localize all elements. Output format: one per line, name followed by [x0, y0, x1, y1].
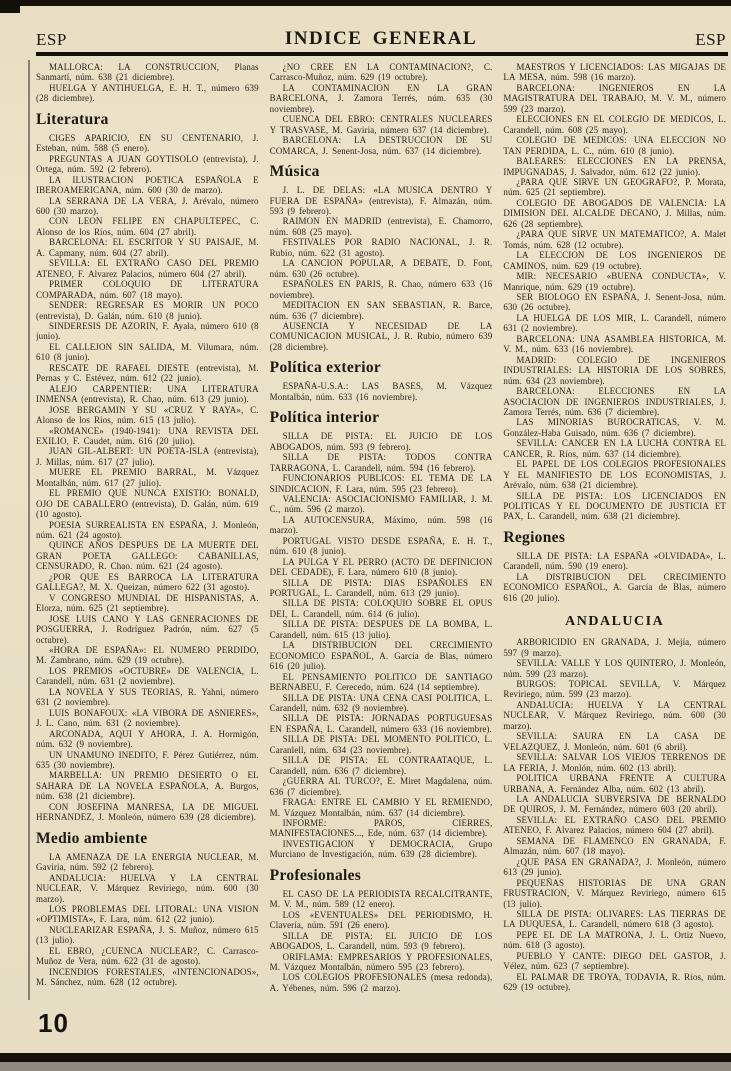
header-right-tag: ESP	[695, 30, 726, 49]
index-entry: CUENCA DEL EBRO: CENTRALES NUCLEARES Y TRASVASE, M. Gaviria, número 637 (14 diciembre).	[269, 114, 493, 135]
index-entry: POESIA SURREALISTA EN ESPAÑA, J. Monleón, núm. 621 (24 agosto).	[36, 519, 259, 541]
index-entry: EL PREMIO QUE NUNCA EXISTIO: BONALD, OJO DE CABALLERO (entrevista), D. Galán, núm. 619 (10 agosto).	[36, 488, 259, 520]
index-entry: ANDALUCIA: HUELVA Y LA CENTRAL NUCLEAR, V. Márquez Reviriego, núm. 600 (30 marzo).	[503, 699, 726, 731]
section-heading: Política exterior	[269, 359, 382, 377]
index-entry: LA PULGA Y EL PERRO (ACTO DE DEFINICION DEL CEDADE), F. Lara, número 610 (8 junio).	[269, 556, 493, 578]
index-entry: MUERE EL PREMIO BARRAL, M. Vázquez Montalbán, núm. 617 (27 julio).	[36, 467, 259, 488]
index-entry: BARCELONA: ELECCIONES EN LA ASOCIACION DE INGENIEROS INDUSTRIALES, J. Zamora Terrés, núm. 636 (7 diciembre).	[503, 386, 726, 417]
index-entry: EL PENSAMIENTO POLITICO DE SANTIAGO BERNABEU, F. Cerecedo, núm. 624 (14 septiembre).	[269, 671, 493, 693]
index-entry: EL PALMAR DE TROYA, TODAVIA, R. Ríos, núm. 629 (19 octubre).	[503, 971, 726, 993]
index-entry: JOSE LUIS CANO Y LAS GENERACIONES DE POSGUERRA, J. Rodríguez Padrón, núm. 627 (5 octubre).	[36, 613, 259, 645]
index-entry: HUELGA Y ANTIHUELGA, E. H. T., número 639 (28 diciembre).	[36, 82, 259, 104]
index-columns	[36, 62, 726, 1054]
index-entry: ¿NO CREE EN LA CONTAMINACION?, C. Carrasco-Muñoz, núm. 629 (19 octubre).	[269, 62, 493, 83]
index-entry: PREGUNTAS A JUAN GOYTISOLO (entrevista), J. Ortega, núm. 592 (2 febrero).	[36, 153, 259, 175]
index-entry: SINDERESIS DE AZORIN, F. Ayala, número 610 (8 junio).	[36, 320, 259, 342]
index-entry: BARCELONA: INGENIEROS EN LA MAGISTRATURA DEL TRABAJO, M. V. M., número 599 (23 marzo).	[503, 82, 726, 114]
index-entry: LA CANCION POPULAR, A DEBATE, D. Font, núm. 630 (26 octubre).	[269, 258, 493, 279]
index-entry: LAS MINORIAS BUROCRATICAS, V. M. González-Haba Guisado, núm. 636 (7 diciembre).	[503, 417, 726, 438]
header-left-tag: ESP	[36, 30, 67, 49]
section-heading: Medio ambiente	[36, 829, 148, 847]
index-entry: LOS PREMIOS «OCTUBRE» DE VALENCIA, L. Carandell, núm. 631 (2 noviembre).	[36, 665, 259, 687]
page-header	[36, 24, 726, 50]
index-entry: PEQUEÑAS HISTORIAS DE UNA GRAN FRUSTRACION, V. Márquez Reviriego, número 615 (13 julio).	[503, 877, 726, 909]
index-entry: SILLA DE PISTA: DESPUES DE LA BOMBA, L. Carandell, núm. 615 (13 julio).	[269, 619, 493, 640]
section-heading: Música	[269, 163, 320, 181]
index-entry: MALLORCA: LA CONSTRUCCION, Planas Sanmartí, núm. 638 (21 diciembre).	[36, 62, 259, 83]
index-entry: ESPAÑOLES EN PARIS, R. Chao, número 633 (16 noviembre).	[269, 279, 493, 300]
index-entry: EL CALLEJON SIN SALIDA, M. Vilumara, núm. 610 (8 junio).	[36, 341, 259, 363]
index-entry: SILLA DE PISTA: DEL MOMENTO POLITICO, L. Caranlell, núm. 634 (23 noviembre).	[269, 734, 493, 755]
index-entry: SILLA DE PISTA: LOS LICENCIADOS EN POLITICAS Y EL DOCUMENTO DE JUSTICIA ET PAX, L. Carandell, núm. 638 (21 diciembre).	[503, 490, 726, 522]
index-entry: ¿QUE PASA EN GRANADA?, J. Monleón, número 613 (29 junio).	[503, 856, 726, 878]
index-entry: «HORA DE ESPAÑA»: EL NUMERO PERDIDO, M. Zambrano, núm. 629 (19 octubre).	[36, 645, 259, 666]
index-entry: SEMANA DE FLAMENCO EN GRANADA, F. Almazán, núm. 607 (18 mayo).	[503, 835, 726, 857]
index-entry: RAIMON EN MADRID (entrevista), E. Chamorro, núm. 608 (25 mayo).	[269, 216, 493, 237]
index-entry: SEVILLA: EL EXTRAÑO CASO DEL PREMIO ATENEO, F. Alvarez Palacios, número 604 (27 abril).	[36, 258, 259, 279]
index-entry: MEDITACION EN SAN SEBASTIAN, R. Barce, núm. 636 (7 diciembre).	[269, 300, 493, 321]
index-entry: PORTUGAL VISTO DESDE ESPAÑA, E. H. T., núm. 610 (8 junio).	[269, 535, 493, 557]
index-entry: BURGOS: TOPICAL SEVILLA, V. Márquez Reviriego, núm. 599 (23 marzo).	[503, 679, 726, 700]
scan-edge-bottom	[0, 1053, 731, 1062]
index-entry: ARBORICIDIO EN GRANADA, J. Mejía, número 597 (9 marzo).	[503, 637, 726, 658]
index-entry: SILLA DE PISTA: DIAS ESPAÑOLES EN PORTUGAL, L. Carandell, núm. 613 (29 junio).	[269, 577, 493, 599]
index-entry: BARCELONA: UNA ASAMBLEA HISTORICA, M. V. M., núm. 633 (16 noviembre).	[503, 333, 726, 355]
index-entry: MADRID: COLEGIO DE INGENIEROS INDUSTRIALES: LA HISTORIA DE LOS SOBRES, núm. 634 (23 noviembre).	[503, 354, 726, 386]
scan-edge-corner	[0, 0, 20, 13]
index-entry: SER BIOLOGO EN ESPAÑA, J. Senent-Josa, núm. 630 (26 octubre).	[503, 291, 726, 313]
index-entry: JUAN GIL-ALBERT: UN POETA-ISLA (entrevista), J. Millas, núm. 617 (27 julio).	[36, 446, 259, 467]
index-entry: INCENDIOS FORESTALES, «INTENCIONADOS», M. Sánchez, núm. 628 (12 octubre).	[36, 966, 259, 988]
index-entry: ¿GUERRA AL TURCO?, E. Miret Magdalena, núm. 636 (7 diciembre).	[269, 776, 493, 797]
index-entry: ELECCIONES EN EL COLEGIO DE MEDICOS, L. Carandell, núm. 608 (25 mayo).	[503, 114, 726, 135]
index-entry: CIGES APARICIO, EN SU CENTENARIO, J. Esteban, núm. 588 (5 enero).	[36, 132, 259, 154]
index-entry: «ROMANCE» (1940-1941): UNA REVISTA DEL EXILIO, F. Caudet, núm. 616 (20 julio).	[36, 425, 259, 446]
index-entry: LA DISTRIBUCION DEL CRECIMIENTO ECONOMICO ESPAÑOL, A. García de Blas, número 616 (20 julio).	[269, 640, 493, 672]
index-entry: SILLA DE PISTA: LA ESPAÑA «OLVIDADA», L. Carandell, núm. 590 (19 enero).	[503, 550, 726, 572]
index-entry: LA CONTAMINACION EN LA GRAN BARCELONA, J. Zamora Terrés, núm. 635 (30 noviembre).	[269, 82, 493, 114]
index-entry: INFORME: PAROS, CIERRES, MANIFESTACIONES..., Ede, núm. 637 (14 diciembre).	[269, 818, 493, 839]
page-title: INDICE GENERAL	[284, 28, 478, 49]
index-entry: SEVILLA: SALVAR LOS VIEJOS TERRENOS DE LA FERIA, J. Monlón, núm. 602 (13 abril).	[503, 752, 726, 773]
index-entry: FRAGA: ENTRE EL CAMBIO Y EL REMIENDO, M. Vázquez Montalbán, núm. 637 (14 diciembre).	[269, 797, 493, 818]
index-entry: LUIS BONAFOUX: «LA VIBORA DE ASNIERES», J. L. Cano, núm. 631 (2 noviembre).	[36, 707, 259, 729]
index-entry: NUCLEARIZAR ESPAÑA, J. S. Muñoz, número 615 (13 julio).	[36, 924, 259, 946]
index-entry: LA AMENAZA DE LA ENERGIA NUCLEAR, M. Gaviria, núm. 592 (2 febrero).	[36, 851, 259, 873]
index-entry: LA DISTRIBUCION DEL CRECIMIENTO ECONOMICO ESPAÑOL, A. García de Blas, número 616 (20 julio).	[503, 571, 726, 603]
index-entry: MIR: NECESARIO «BUENA CONDUCTA», V. Manrique, núm. 629 (19 octubre).	[503, 271, 726, 292]
index-entry: LA SERRANA DE LA VERA, J. Arévalo, número 600 (30 marzo).	[36, 195, 259, 216]
index-entry: SENDER: REGRESAR ES MORIR UN POCO (entrevista), D. Galán, núm. 610 (8 junio).	[36, 300, 259, 321]
index-entry: SILLA DE PISTA: TODOS CONTRA TARRAGONA, L. Carandell, núm. 594 (16 febrero).	[269, 452, 493, 473]
scan-edge-top	[0, 0, 731, 6]
index-entry: ANDALUCIA: HUELVA Y LA CENTRAL NUCLEAR, V. Márquez Reviriego, núm. 600 (30 marzo).	[36, 872, 259, 904]
header-rule	[36, 52, 728, 56]
section-heading: ANDALUCIA	[565, 614, 665, 630]
index-entry: SILLA DE PISTA: JORNADAS PORTUGUESAS EN ESPAÑA, L. Carandell, número 633 (16 noviembre).	[269, 713, 493, 734]
section-heading: Profesionales	[269, 866, 362, 884]
section-heading: Literatura	[36, 110, 109, 128]
index-entry: EL PAPEL DE LOS COLEGIOS PROFESIONALES Y EL MANIFIESTO DE LOS ECONOMISTAS, J. Arévalo, núm. 638 (21 diciembre).	[503, 459, 726, 491]
index-entry: JOSE BERGAMIN Y SU «CRUZ Y RAYA», C. Alonso de los Ríos, núm. 615 (13 julio).	[36, 404, 259, 426]
index-entry: LOS PROBLEMAS DEL LITORAL: UNA VISION «OPTIMISTA», F. Lara, núm. 612 (22 junio).	[36, 903, 259, 925]
index-entry: SEVILLA: CANCER EN LA LUCHA CONTRA EL CANCER, R. Ríos, núm. 637 (14 diciembre).	[503, 438, 726, 459]
index-entry: LOS «EVENTUALES» DEL PERIODISMO, H. Clavería, núm. 591 (26 enero).	[269, 909, 493, 931]
index-entry: BARCELONA: LA DESTRUCCION DE SU COMARCA, J. Senent-Josa, núm. 637 (14 diciembre).	[269, 135, 493, 156]
index-entry: BARCELONA: EL ESCRITOR Y SU PAISAJE, M. A. Capmany, núm. 604 (27 abril).	[36, 237, 259, 258]
index-entry: RESCATE DE RAFAEL DIESTE (entrevista), M. Pernas y C. Estévez, núm. 612 (22 junio).	[36, 362, 259, 384]
index-entry: POLITICA URBANA FRENTE A CULTURA URBANA, A. Fernández Alba, núm. 602 (13 abril).	[503, 773, 726, 794]
index-entry: MAESTROS Y LICENCIADOS: LAS MIGAJAS DE LA MESA, núm. 598 (16 marzo).	[503, 62, 726, 83]
index-entry: LA HUELGA DE LOS MIR, L. Carandell, número 631 (2 noviembre).	[503, 312, 726, 334]
index-entry: SILLA DE PISTA: EL CONTRAATAQUE, L. Carandell, núm. 636 (7 diciembre).	[269, 755, 493, 776]
column-3	[503, 62, 726, 1054]
index-entry: SILLA DE PISTA: COLOQUIO SOBRE EL OPUS DEI, L. Carandell, núm. 614 (6 julio).	[269, 598, 493, 619]
index-entry: PRIMER COLOQUIO DE LITERATURA COMPARADA, núm. 607 (18 mayo).	[36, 279, 259, 300]
index-entry: LA ELECCION DE LOS INGENIEROS DE CAMINOS, núm. 629 (19 octubre).	[503, 250, 726, 271]
index-entry: SEVILLA: SAURA EN LA CASA DE VELAZQUEZ, J. Monleón, núm. 601 (6 abril).	[503, 731, 726, 752]
index-entry: LOS COLEGIOS PROFESIONALES (mesa redonda), A. Yébenes, núm. 596 (2 marzo).	[269, 972, 493, 993]
index-entry: AUSENCIA Y NECESIDAD DE LA COMUNICACION MUSICAL, J. R. Rubio, número 639 (28 diciembre).	[269, 320, 493, 352]
index-entry: SEVILLA: VALLE Y LOS QUINTERO, J. Monleón, núm. 599 (23 marzo).	[503, 658, 726, 679]
index-entry: ARCONADA, AQUI Y AHORA, J. A. Hormigón, núm. 632 (9 noviembre).	[36, 728, 259, 750]
section-heading: Política interior	[269, 409, 380, 427]
index-entry: ESPAÑA-U.S.A.: LAS BASES, M. Vázquez Montalbán, núm. 633 (16 noviembre).	[269, 381, 493, 402]
index-entry: MARBELLA: UN PREMIO DESIERTO O EL SAHARA DE LA NOVELA ESPAÑOLA, A. Burgos, núm. 638 (21 diciembre).	[36, 770, 259, 802]
index-entry: BALEARES: ELECCIONES EN LA PRENSA, IMPUGNADAS, J. Salvador, núm. 612 (22 junio).	[503, 156, 726, 177]
index-entry: SILLA DE PISTA: OLIVARES: LAS TIERRAS DE LA DUQUESA, L. Carandell, número 618 (3 agosto).	[503, 908, 726, 930]
index-entry: V CONGRESO MUNDIAL DE HISPANISTAS, A. Elorza, núm. 625 (21 septiembre).	[36, 592, 259, 614]
index-entry: SILLA DE PISTA: EL JUICIO DE LOS ABOGADOS, núm. 593 (9 febrero).	[269, 431, 493, 452]
index-entry: SEVILLA: EL EXTRAÑO CASO DEL PREMIO ATENEO, F. Alvarez Palacios, número 604 (27 abril).	[503, 814, 726, 836]
index-entry: ORIFLAMA: EMPRESARIOS Y PROFESIONALES, M. Vázquez Montalbán, número 595 (23 febrero).	[269, 951, 493, 972]
index-entry: LA ILUSTRACION POETICA ESPAÑOLA E IBEROAMERICANA, núm. 600 (30 de marzo).	[36, 174, 259, 196]
index-entry: COLEGIO DE ABOGADOS DE VALENCIA: LA DIMISION DEL ALCALDE DECANO, J. Millas, núm. 626 (28 septiembre).	[503, 197, 726, 229]
index-entry: ALEJO CARPENTIER: UNA LITERATURA INMENSA (entrevista), R. Chao, núm. 613 (29 junio).	[36, 383, 259, 405]
index-entry: FUNCIONARIOS PUBLICOS: EL TEMA DE LA SINDICACION, F. Lara, núm. 595 (23 febrero).	[269, 473, 493, 494]
index-entry: J. L. DE DELAS: «LA MUSICA DENTRO Y FUERA DE ESPAÑA» (entrevista), F. Almazán, núm. 593 (9 febrero).	[269, 185, 493, 216]
index-entry: QUINCE AÑOS DESPUES DE LA MUERTE DEL GRAN POETA GALLEGO: CABANILLAS, CENSURADO, R. Chao. núm. 621 (24 agosto).	[36, 540, 259, 572]
index-entry: PUEBLO Y CANTE: DIEGO DEL GASTOR, J. Vélez, núm. 623 (7 septiembre).	[503, 950, 726, 972]
section-heading: Regiones	[503, 528, 566, 546]
column-1	[36, 62, 259, 1054]
index-entry: SILLA DE PISTA: UNA CENA CASI POLITICA, L. Carandell, núm. 632 (9 noviembre).	[269, 692, 493, 714]
scan-fold-line	[28, 60, 30, 1000]
index-entry: UN UNAMUNO INEDITO, F. Pérez Gutiérrez, núm. 635 (30 noviembre).	[36, 749, 259, 770]
index-entry: VALENCIA: ASOCIACIONISMO FAMILIAR, J. M. C., núm. 596 (2 marzo).	[269, 493, 493, 515]
page-number: 10	[38, 1008, 69, 1038]
index-entry: EL EBRO, ¿CUENCA NUCLEAR?, C. Carrasco-Muñoz de Vera, núm. 622 (31 de agosto).	[36, 945, 259, 967]
index-entry: FESTIVALES POR RADIO NACIONAL, J. R. Rubio, núm. 622 (31 agosto).	[269, 237, 493, 258]
index-entry: CON LEON FELIPE EN CHAPULTEPEC, C. Alonso de los Ríos, núm. 604 (27 abril).	[36, 216, 259, 237]
index-entry: ¿PARA QUE SIRVE UN MATEMATICO?, A. Malet Tomás, núm. 628 (12 octubre).	[503, 229, 726, 250]
index-entry: LA AUTOCENSURA, Máximo, núm. 598 (16 marzo).	[269, 514, 493, 536]
index-entry: PEPE EL DE LA MATRONA, J. L. Ortiz Nuevo, núm. 618 (3 agosto).	[503, 929, 726, 951]
index-entry: LA NOVELA Y SUS TEORIAS, R. Yahni, número 631 (2 noviembre).	[36, 686, 259, 708]
index-entry: ¿POR QUE ES BARROCA LA LITERATURA GALLEGA?, M. X. Queizan, número 622 (31 agosto).	[36, 571, 259, 593]
index-entry: SILLA DE PISTA: EL JUICIO DE LOS ABOGADOS, L. Carandell, núm. 593 (9 febrero).	[269, 930, 493, 952]
index-entry: INVESTIGACION Y DEMOCRACIA, Grupo Murciano de Investigación, núm. 639 (28 diciembre).	[269, 838, 493, 860]
scan-edge-bottom-gray	[0, 1062, 731, 1071]
index-entry: CON JOSEFINA MANRESA, LA DE MIGUEL HERNANDEZ, J. Monleón, número 639 (28 diciembre).	[36, 801, 259, 823]
index-entry: LA ANDALUCIA SUBVERSIVA DE BERNALDO DE QUIROS, J. M. Fernández, número 603 (20 abril).	[503, 794, 726, 815]
column-2	[270, 62, 493, 1054]
index-entry: EL CASO DE LA PERIODISTA RECALCITRANTE, M. V. M., núm. 589 (12 enero).	[269, 888, 493, 910]
index-entry: COLEGIO DE MEDICOS: UNA ELECCION NO TAN PERDIDA, L. C., núm. 610 (8 junio).	[503, 135, 726, 156]
index-entry: ¿PARA QUE SIRVE UN GEOGRAFO?, P. Morata, núm. 625 (21 septiembre).	[503, 176, 726, 198]
